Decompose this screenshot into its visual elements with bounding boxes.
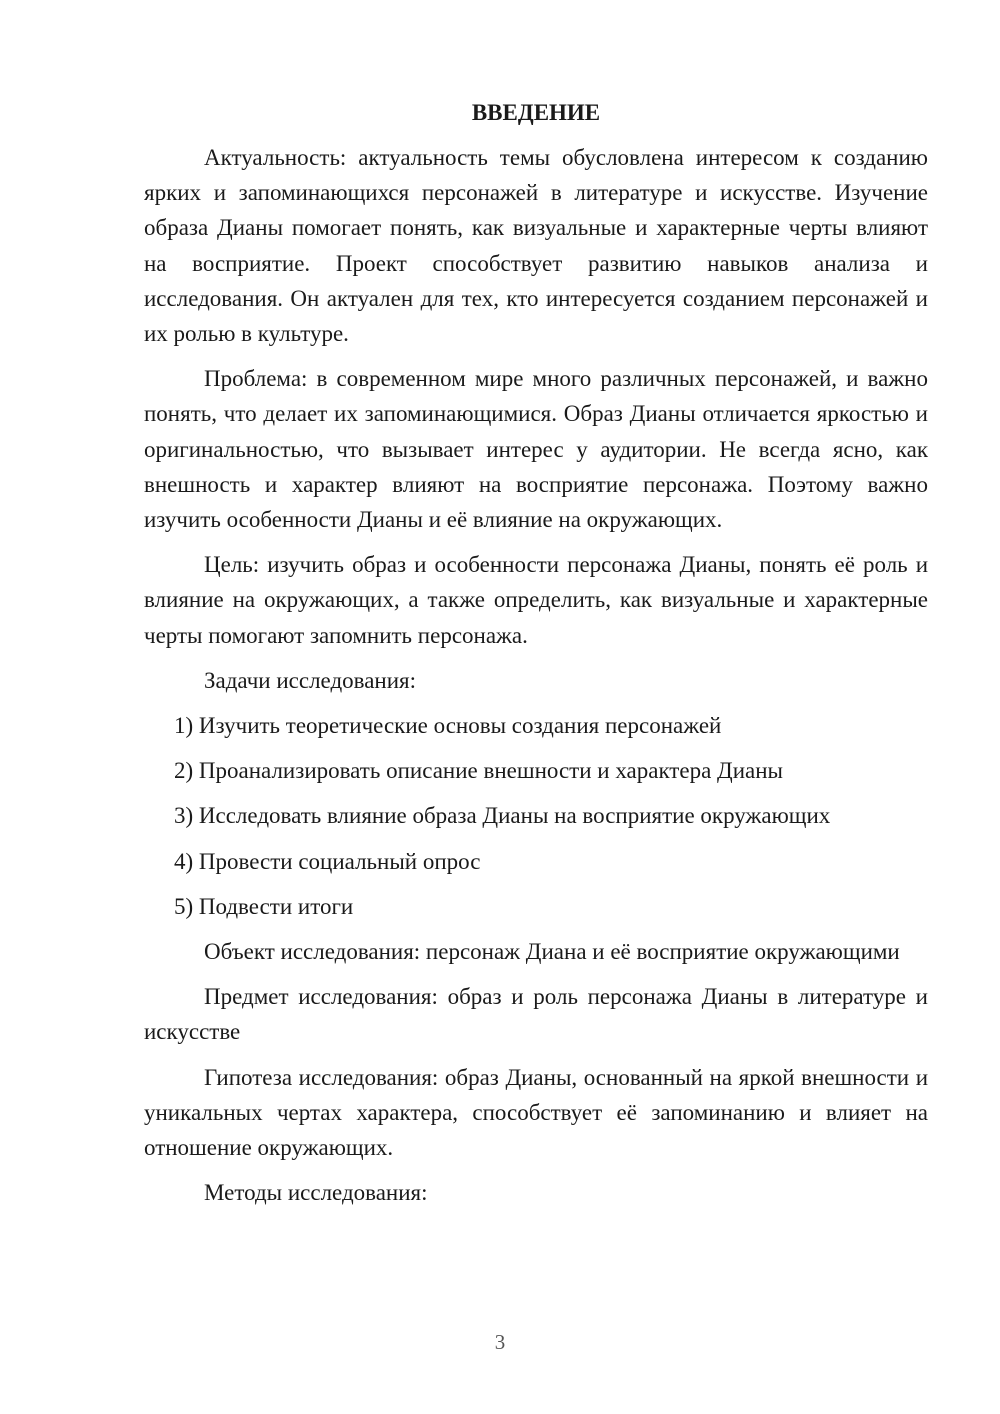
goal-paragraph: Цель: изучить образ и особенности персонажа Дианы, понять её роль и влияние на окружающих, а также определить, как визуальные и характерные черты помогают запомнить персонажа. (144, 552, 928, 648)
task-item: 4) Провести социальный опрос (174, 848, 481, 874)
problem-paragraph: Проблема: в современном мире много различных персонажей, и важно понять, что делает их запоминающимися. Образ Дианы отличается яркостью и оригинальностью, что вызывает интерес у аудитории. Не всегда ясно, как внешность и характер влияют на восприятие персонажа. Поэтому важно изучить особенности Дианы и её влияние на окружающих. (144, 366, 928, 533)
hypothesis-paragraph: Гипотеза исследования: образ Дианы, основанный на яркой внешности и уникальных чертах характера, способствует её запоминанию и влияет на отношение окружающих. (144, 1064, 928, 1161)
task-item: 1) Изучить теоретические основы создания персонажей (174, 713, 722, 739)
methods-heading: Методы исследования: (204, 1180, 428, 1206)
task-item: 5) Подвести итоги (174, 893, 354, 919)
subject-paragraph: Предмет исследования: образ и роль персонажа Дианы в литературе и искусстве (144, 984, 928, 1045)
document-page (144, 96, 928, 1220)
object-paragraph: Объект исследования: персонаж Диана и её восприятие окружающими (204, 939, 900, 965)
tasks-heading: Задачи исследования: (204, 667, 417, 693)
section-title: ВВЕДЕНИЕ (471, 100, 601, 125)
page-number: 3 (494, 1330, 506, 1354)
tasks-list (144, 708, 928, 924)
relevance-paragraph: Актуальность: актуальность темы обусловлена интересом к созданию ярких и запоминающихся персонажей в литературе и искусстве. Изучение образа Дианы помогает понять, как визуальные и характерные черты влияют на восприятие. Проект способствует развитию навыков анализа и исследования. Он актуален для тех, кто интересуется созданием персонажей и их ролью в культуре. (144, 145, 928, 347)
task-item: 2) Проанализировать описание внешности и характера Дианы (174, 758, 783, 784)
task-item: 3) Исследовать влияние образа Дианы на восприятие окружающих (174, 803, 831, 829)
